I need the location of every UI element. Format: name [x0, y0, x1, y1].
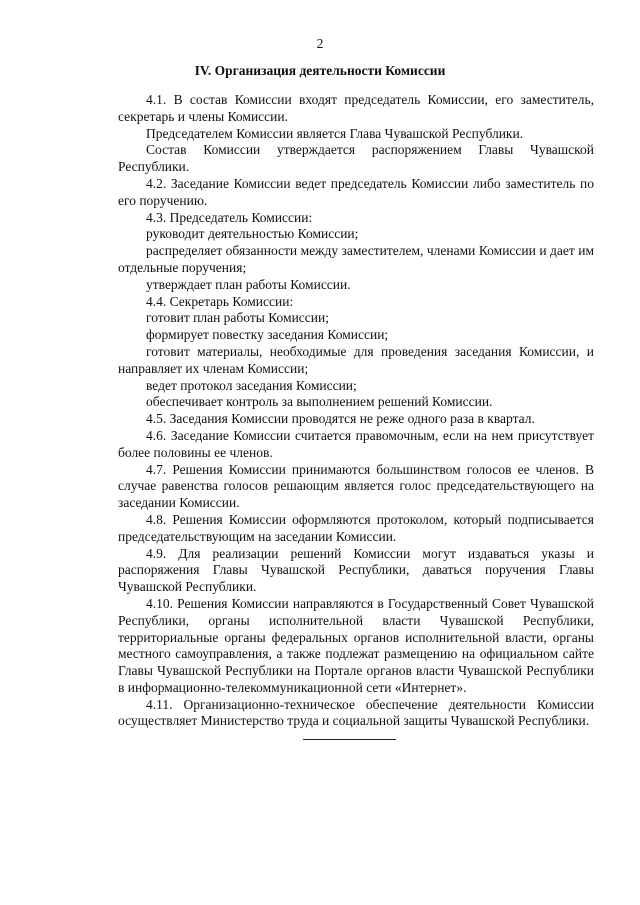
closing-rule	[303, 739, 396, 740]
paragraph-4-5: 4.5. Заседания Комиссии проводятся не реже одного раза в квартал.	[146, 411, 535, 427]
paragraph-4-11: 4.11. Организационно-техническое обеспечение деятельности Комиссии осуществляет Министерство труда и социальной защиты Чувашской Республики.	[118, 696, 594, 729]
paragraph-4-9: 4.9. Для реализации решений Комиссии могут издаваться указы и распоряжения Главы Чувашской Республики, даваться поручения Главы Чувашской Республики.	[118, 545, 594, 595]
paragraph-4-10: 4.10. Решения Комиссии направляются в Государственный Совет Чувашской Республики, органы исполнительной власти Чувашской Республики, территориальные органы федеральных органов исполнительной власти, органы местного самоуправления, а также подлежат размещению на официальном сайте Главы Чувашской Республики на Портале органов власти Чувашской Республики в информационно-телекоммуникационной сети «Интернет».	[118, 595, 594, 695]
paragraph-4-2: 4.2. Заседание Комиссии ведет председатель Комиссии либо заместитель по его поручению.	[118, 175, 594, 208]
section-body	[118, 92, 594, 730]
paragraph-4-8: 4.8. Решения Комиссии оформляются протоколом, который подписывается председательствующим на заседании Комиссии.	[118, 511, 594, 544]
paragraph-chairman: Председателем Комиссии является Глава Чувашской Республики.	[146, 125, 524, 141]
paragraph-4-3-item: распределяет обязанности между заместителем, членами Комиссии и дает им отдельные поручения;	[118, 243, 594, 275]
paragraph-4-6: 4.6. Заседание Комиссии считается правомочным, если на нем присутствует более половины ее членов.	[118, 427, 594, 460]
paragraph-4-4-item: готовит материалы, необходимые для проведения заседания Комиссии, и направляет их членам Комиссии;	[118, 343, 594, 376]
section-heading: IV. Организация деятельности Комиссии	[194, 63, 446, 78]
paragraph-4-1: 4.1. В состав Комиссии входят председатель Комиссии, его заместитель, секретарь и члены Комиссии.	[118, 92, 594, 124]
paragraph-4-4-item: ведет протокол заседания Комиссии;	[146, 377, 357, 393]
page-number: 2	[316, 36, 324, 51]
paragraph-composition: Состав Комиссии утверждается распоряжением Главы Чувашской Республики.	[118, 142, 594, 175]
paragraph-4-3-item: утверждает план работы Комиссии.	[146, 276, 351, 292]
paragraph-4-4-item: формирует повестку заседания Комиссии;	[146, 327, 389, 343]
paragraph-4-4-item: обеспечивает контроль за выполнением решений Комиссии.	[146, 394, 493, 410]
paragraph-4-7: 4.7. Решения Комиссии принимаются большинством голосов ее членов. В случае равенства голосов решающим является голос председательствующего на заседании Комиссии.	[118, 461, 594, 511]
paragraph-4-4: 4.4. Секретарь Комиссии:	[146, 293, 294, 309]
paragraph-4-4-item: готовит план работы Комиссии;	[146, 310, 329, 326]
paragraph-4-3: 4.3. Председатель Комиссии:	[146, 209, 313, 225]
paragraph-4-3-item: руководит деятельностью Комиссии;	[146, 226, 359, 242]
